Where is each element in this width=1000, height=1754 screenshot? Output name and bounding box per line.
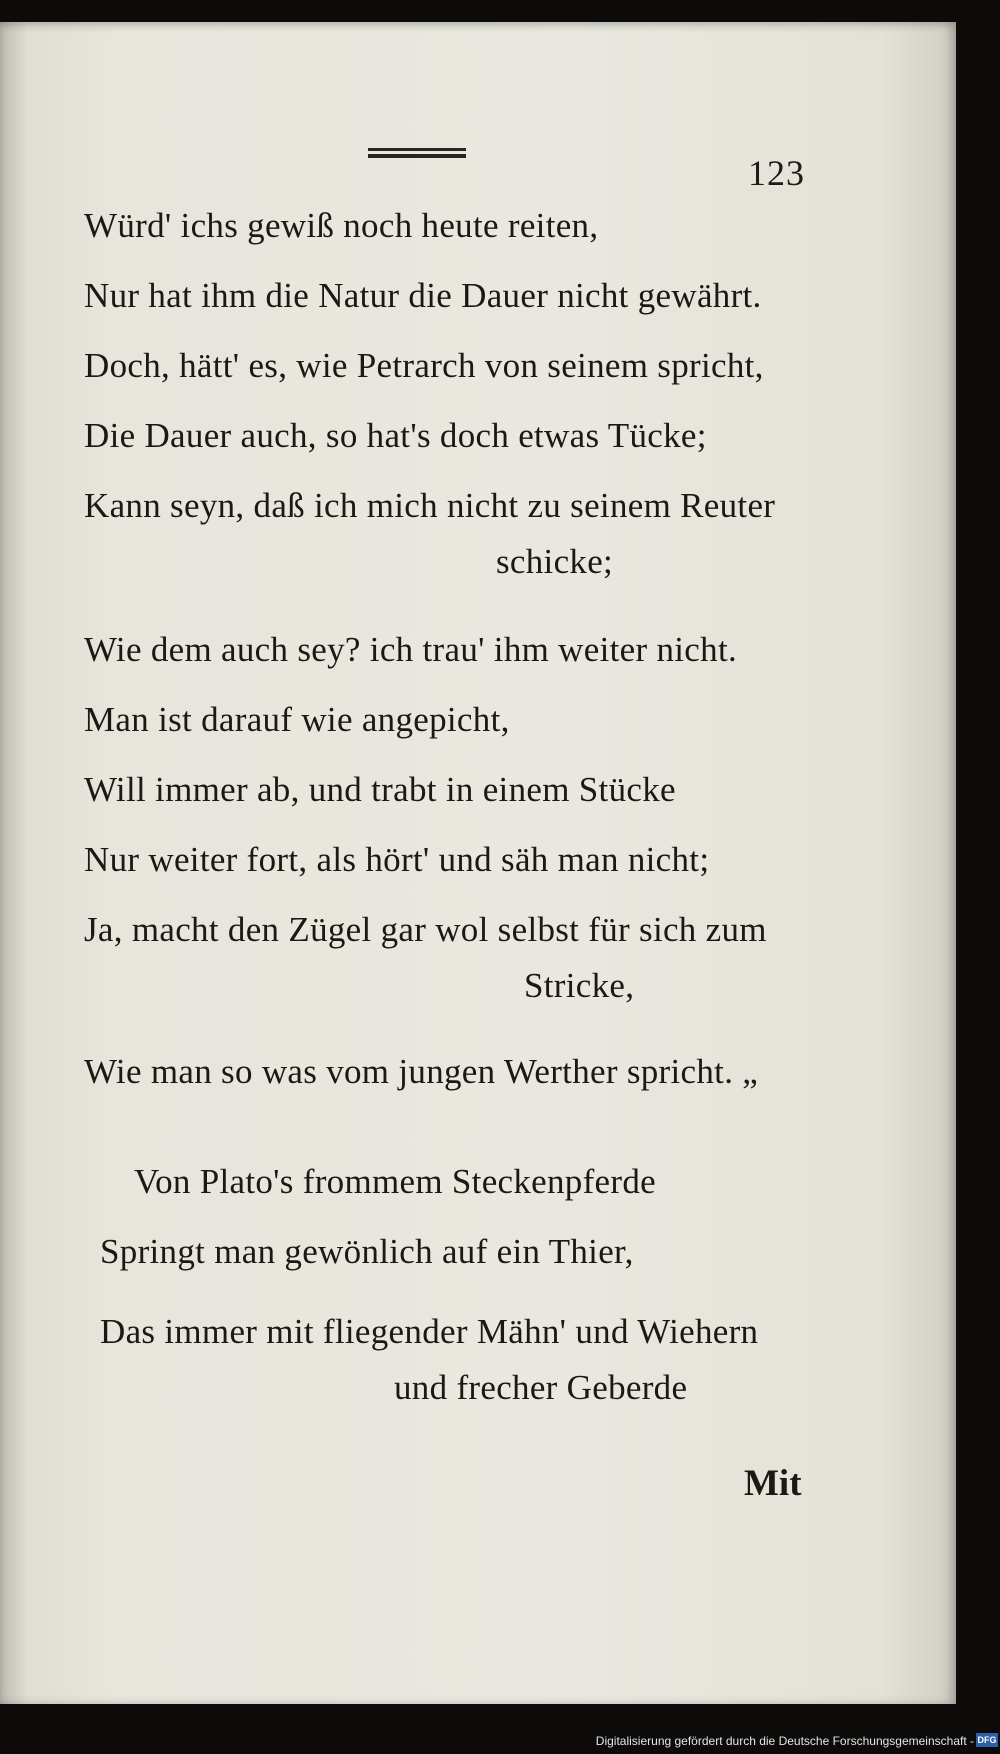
digitization-credit: Digitalisierung gefördert durch die Deutsche Forschungsgemeinschaft -: [595, 1734, 974, 1748]
verse-line: Würd' ichs gewiß noch heute reiten,: [84, 206, 599, 245]
header-rule-line: [368, 148, 466, 151]
verse-line-continuation: Stricke,: [524, 966, 635, 1005]
catchword: Mit: [744, 1463, 802, 1504]
verse-line: Wie dem auch sey? ich trau' ihm weiter nicht.: [84, 630, 738, 669]
book-page: [0, 22, 956, 1704]
spine-shadow: [0, 22, 28, 1704]
verse-line: Nur hat ihm die Natur die Dauer nicht gewährt.: [84, 276, 762, 315]
verse-line: Springt man gewönlich auf ein Thier,: [100, 1232, 634, 1271]
verse-line: Ja, macht den Zügel gar wol selbst für sich zum: [84, 910, 767, 949]
verse-line: Wie man so was vom jungen Werther spricht. „: [84, 1052, 759, 1091]
verse-line-continuation: schicke;: [496, 542, 614, 581]
page-number: 123: [748, 153, 805, 193]
verse-line: Man ist darauf wie angepicht,: [84, 700, 510, 739]
verse-line: Das immer mit fliegender Mähn' und Wiehern: [100, 1312, 759, 1351]
header-rule: [368, 146, 466, 160]
dfg-logo: DFG: [977, 1735, 997, 1745]
verse-line: Die Dauer auch, so hat's doch etwas Tücke;: [84, 416, 707, 455]
verse-line: Will immer ab, und trabt in einem Stücke: [84, 770, 676, 809]
verse-line: Kann seyn, daß ich mich nicht zu seinem Reuter: [84, 486, 776, 525]
verse-line: Doch, hätt' es, wie Petrarch von seinem spricht,: [84, 346, 764, 385]
verse-line: Nur weiter fort, als hört' und säh man nicht;: [84, 840, 710, 879]
verse-line-continuation: und frecher Geberde: [394, 1368, 688, 1407]
verse-line: Von Plato's frommem Steckenpferde: [134, 1162, 656, 1201]
header-rule-line: [368, 154, 466, 158]
